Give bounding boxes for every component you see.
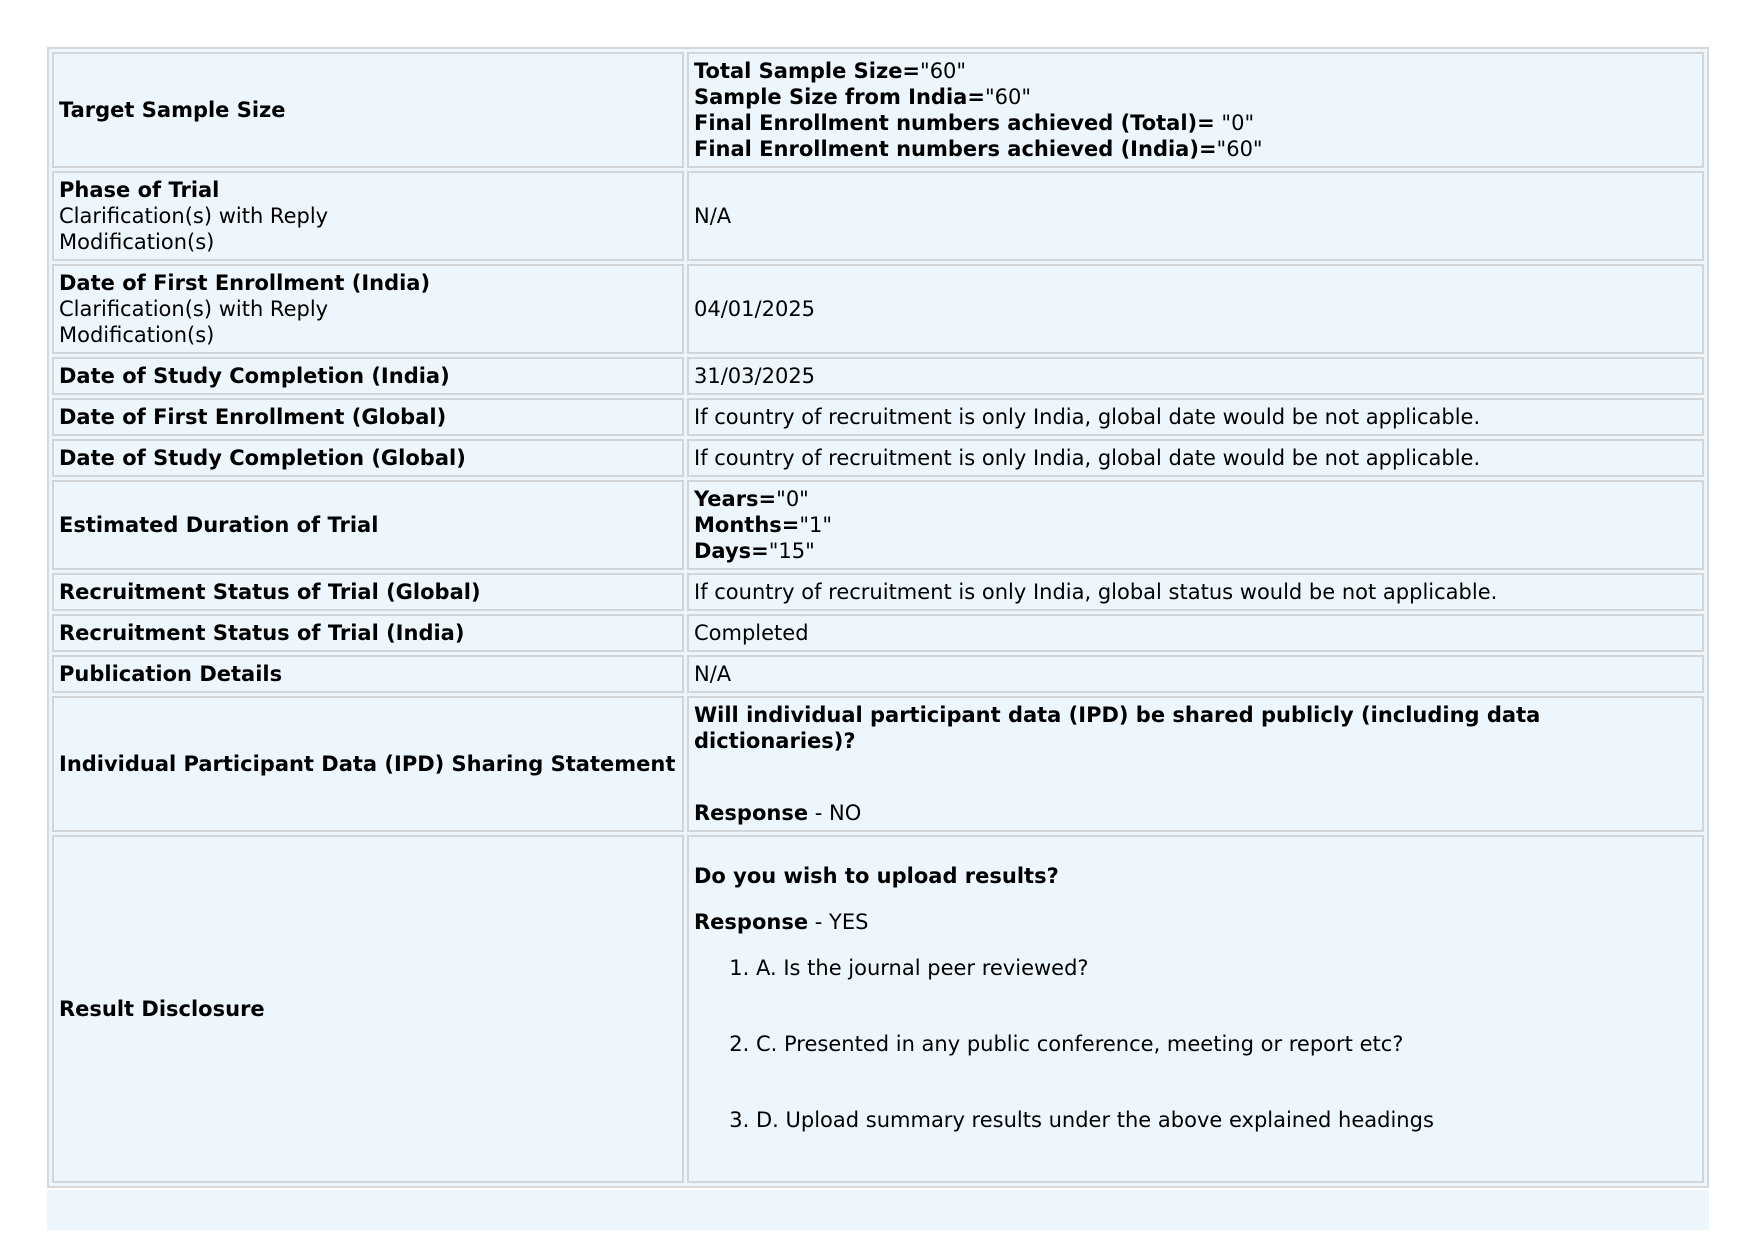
result-disclosure-question: Do you wish to upload results? (694, 864, 1059, 888)
table-row-ipd-sharing (52, 696, 1704, 832)
result-disclosure-label: Result Disclosure (52, 835, 684, 1183)
result-disclosure-response (694, 909, 1697, 935)
table-row-target-sample-size (52, 52, 1704, 168)
date-study-completion-india-label: Date of Study Completion (India) (52, 357, 684, 395)
table-row-phase-of-trial (52, 171, 1704, 261)
sample-size-india-label: Sample Size from India= (694, 85, 985, 109)
date-study-completion-global-label: Date of Study Completion (Global) (52, 439, 684, 477)
modifications-text: Modification(s) (59, 323, 215, 347)
final-enrollment-india-label: Final Enrollment numbers achieved (India)= (694, 137, 1217, 161)
days-value: "15" (768, 539, 815, 563)
recruitment-status-global-label: Recruitment Status of Trial (Global) (52, 573, 684, 611)
clarifications-with-reply-text: Clarification(s) with Reply (59, 297, 329, 321)
years-label: Years= (694, 487, 777, 511)
list-item: 2. C. Presented in any public conference, meeting or report etc? (756, 1031, 1697, 1057)
total-sample-size-label: Total Sample Size= (694, 59, 921, 83)
table-row-recruitment-status-global (52, 573, 1704, 611)
modifications-text: Modification(s) (59, 230, 215, 254)
result-disclosure-list (694, 955, 1697, 1133)
result-disclosure-value (687, 835, 1704, 1183)
final-enrollment-india-value: "60" (1216, 137, 1263, 161)
date-first-enrollment-global-label: Date of First Enrollment (Global) (52, 398, 684, 436)
recruitment-status-india-value: Completed (687, 614, 1704, 652)
estimated-duration-label: Estimated Duration of Trial (52, 480, 684, 570)
months-value: "1" (799, 513, 833, 537)
days-label: Days= (694, 539, 769, 563)
estimated-duration-value (687, 480, 1704, 570)
date-study-completion-india-value: 31/03/2025 (687, 357, 1704, 395)
target-sample-size-value (687, 52, 1704, 168)
date-first-enrollment-india-label-cell (52, 264, 684, 354)
table-row-recruitment-status-india (52, 614, 1704, 652)
phase-of-trial-label: Phase of Trial (59, 178, 220, 202)
final-enrollment-total-label: Final Enrollment numbers achieved (Total)= (694, 111, 1215, 135)
ipd-sharing-response (694, 800, 1697, 826)
publication-details-label: Publication Details (52, 655, 684, 693)
date-first-enrollment-global-value: If country of recruitment is only India, global date would be not applicable. (687, 398, 1704, 436)
ipd-sharing-label: Individual Participant Data (IPD) Sharing Statement (52, 696, 684, 832)
list-item: 1. A. Is the journal peer reviewed? (756, 955, 1697, 981)
recruitment-status-india-label: Recruitment Status of Trial (India) (52, 614, 684, 652)
ipd-sharing-question: Will individual participant data (IPD) be shared publicly (including data dictionaries)? (694, 703, 1541, 753)
table-row-estimated-duration (52, 480, 1704, 570)
table-row-date-first-enrollment-india (52, 264, 1704, 354)
table-row-date-study-completion-india (52, 357, 1704, 395)
table-row-result-disclosure (52, 835, 1704, 1183)
table-row-date-first-enrollment-global (52, 398, 1704, 436)
recruitment-status-global-value: If country of recruitment is only India, global status would be not applicable. (687, 573, 1704, 611)
result-response-value: YES (829, 910, 869, 934)
response-label: Response (694, 910, 809, 934)
date-first-enrollment-india-label: Date of First Enrollment (India) (59, 271, 431, 295)
phase-of-trial-value: N/A (687, 171, 1704, 261)
ipd-response-value: NO (829, 801, 862, 825)
date-study-completion-global-value: If country of recruitment is only India, global date would be not applicable. (687, 439, 1704, 477)
response-separator: - (808, 801, 830, 825)
footer-band (47, 1190, 1709, 1230)
list-item: 3. D. Upload summary results under the above explained headings (756, 1107, 1697, 1133)
sample-size-india-value: "60" (984, 85, 1031, 109)
trial-details-table (47, 47, 1709, 1188)
ipd-sharing-value (687, 696, 1704, 832)
table-row-date-study-completion-global (52, 439, 1704, 477)
date-first-enrollment-india-value: 04/01/2025 (687, 264, 1704, 354)
response-separator: - (808, 910, 830, 934)
table-row-publication-details (52, 655, 1704, 693)
response-label: Response (694, 801, 809, 825)
clarifications-with-reply-text: Clarification(s) with Reply (59, 204, 329, 228)
phase-of-trial-label-cell (52, 171, 684, 261)
months-label: Months= (694, 513, 800, 537)
final-enrollment-total-value: "0" (1214, 111, 1255, 135)
years-value: "0" (776, 487, 809, 511)
target-sample-size-label: Target Sample Size (52, 52, 684, 168)
publication-details-value: N/A (687, 655, 1704, 693)
trial-details-section (47, 47, 1709, 1230)
total-sample-size-value: "60" (920, 59, 967, 83)
